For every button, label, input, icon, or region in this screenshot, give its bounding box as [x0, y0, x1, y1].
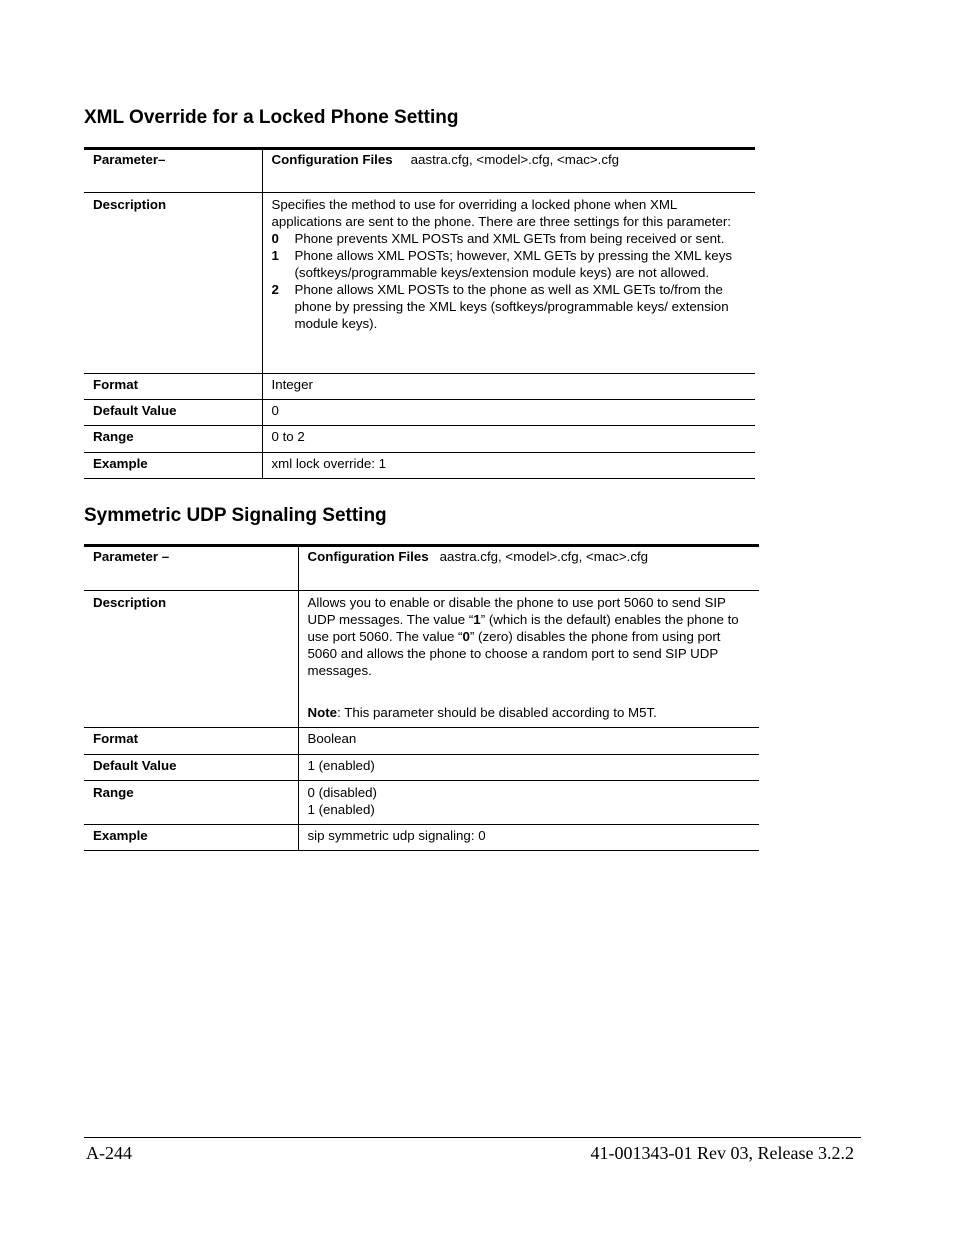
- symmetric-udp-table: [84, 544, 759, 851]
- description-text: [308, 594, 751, 679]
- description-label: Description: [84, 193, 262, 374]
- config-files-value: aastra.cfg, <model>.cfg, <mac>.cfg: [439, 549, 649, 564]
- note-text: [308, 704, 751, 721]
- table-row: [84, 453, 755, 479]
- config-files-cell: [298, 546, 759, 591]
- example-value: xml lock override: 1: [262, 453, 755, 479]
- xml-override-table: [84, 147, 755, 479]
- default-value: 0: [262, 400, 755, 426]
- option-number: 1: [271, 248, 279, 263]
- description-part: Allows you to enable or disable the phone to use port 5060 to send SIP UDP messages. The value “: [307, 595, 726, 627]
- table-row: [84, 400, 755, 426]
- description-cell: [262, 193, 755, 374]
- example-label: Example: [84, 453, 262, 479]
- spacer: [308, 679, 751, 704]
- range-label: Range: [84, 426, 262, 453]
- parameter-label: Parameter–: [84, 149, 262, 193]
- value-zero: 0: [462, 629, 470, 644]
- value-one: 1: [473, 612, 481, 627]
- description-part: ” (zero) disables the phone from using port 5060 and allows the phone to choose a random port to send SIP UDP messages.: [307, 629, 721, 678]
- list-item: [272, 281, 747, 332]
- footer-divider: [84, 1137, 861, 1138]
- note-label: Note: [307, 705, 338, 720]
- format-value: Integer: [262, 374, 755, 400]
- range-value: 0 to 2: [262, 426, 755, 453]
- note-body: : This parameter should be disabled according to M5T.: [337, 705, 657, 720]
- config-files-label: Configuration Files: [307, 549, 429, 564]
- list-item: [272, 230, 747, 247]
- table-row: [84, 825, 759, 851]
- range-label: Range: [84, 781, 298, 825]
- section-title-xml-override: XML Override for a Locked Phone Setting: [84, 107, 459, 128]
- option-number: 2: [271, 282, 279, 297]
- option-text: Phone prevents XML POSTs and XML GETs from being received or sent.: [294, 231, 725, 246]
- config-files-cell: [262, 149, 755, 193]
- default-value: 1 (enabled): [298, 755, 759, 781]
- option-text: Phone allows XML POSTs; however, XML GETs by pressing the XML keys (softkeys/programmable keys/extension module keys) are not allowed.: [294, 248, 733, 280]
- table-row: [84, 755, 759, 781]
- table-row: [84, 728, 759, 755]
- table-row: [84, 426, 755, 453]
- page-number: A-244: [86, 1143, 132, 1163]
- list-item: [272, 247, 747, 281]
- format-label: Format: [84, 728, 298, 755]
- description-cell: [298, 591, 759, 728]
- table-row: [84, 546, 759, 591]
- table-row: [84, 374, 755, 400]
- description-intro: Specifies the method to use for overriding a locked phone when XML applications are sent to the phone. There are three settings for this parameter:: [271, 197, 732, 229]
- option-number: 0: [271, 231, 279, 246]
- default-value-label: Default Value: [84, 400, 262, 426]
- option-text: Phone allows XML POSTs to the phone as well as XML GETs to/from the phone by pressing the XML keys (softkeys/programmable keys/ extension module keys).: [294, 282, 729, 331]
- range-value: [298, 781, 759, 825]
- table-row: [84, 193, 755, 374]
- format-value: Boolean: [298, 728, 759, 755]
- table-row: [84, 591, 759, 728]
- config-files-value: aastra.cfg, <model>.cfg, <mac>.cfg: [410, 152, 620, 167]
- example-value: sip symmetric udp signaling: 0: [298, 825, 759, 851]
- format-label: Format: [84, 374, 262, 400]
- document-id: 41-001343-01 Rev 03, Release 3.2.2: [590, 1143, 854, 1163]
- range-value-line: 0 (disabled): [307, 785, 377, 800]
- description-part: ” (which is the default) enables the phone to use port 5060. The value “: [307, 612, 739, 644]
- table-row: [84, 781, 759, 825]
- table-row: [84, 149, 755, 193]
- parameter-label: Parameter –: [84, 546, 298, 591]
- default-value-label: Default Value: [84, 755, 298, 781]
- example-label: Example: [84, 825, 298, 851]
- description-label: Description: [84, 591, 298, 728]
- section-title-symmetric-udp: Symmetric UDP Signaling Setting: [84, 505, 387, 526]
- range-value-line: 1 (enabled): [307, 802, 375, 817]
- config-files-label: Configuration Files: [271, 152, 393, 167]
